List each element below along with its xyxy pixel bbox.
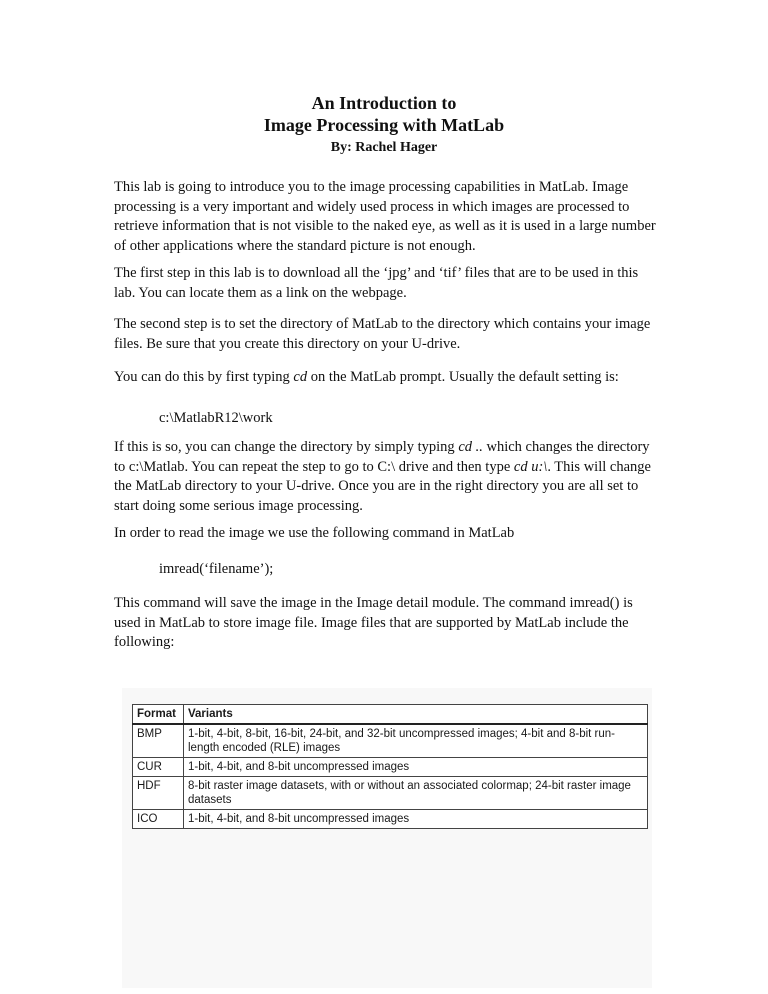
format-cell: CUR: [133, 758, 184, 777]
paragraph-imread-description: This command will save the image in the Image detail module. The command imread() is used in MatLab to store image file. Image files that are supported by MatLab include the following:: [114, 595, 633, 650]
title-block: [0, 92, 768, 158]
author-line: By: Rachel Hager: [330, 140, 438, 155]
code-imread: imread(‘filename’);: [159, 561, 274, 577]
header-variants: Variants: [184, 705, 648, 725]
format-cell: HDF: [133, 777, 184, 810]
header-format: Format: [133, 705, 184, 725]
variants-cell: 1-bit, 4-bit, 8-bit, 16-bit, 24-bit, and 32-bit uncompressed images; 4-bit and 8-bit run-length encoded (RLE) images: [184, 724, 648, 758]
text-fragment: which changes the directory to c:\Matlab. You can repeat the step to go to C:\ drive and then type: [114, 439, 650, 475]
paragraph-read-image: In order to read the image we use the following command in MatLab: [114, 525, 515, 541]
text-fragment: If this is so, you can change the directory by simply typing: [114, 439, 459, 455]
paragraph-step-two: The second step is to set the directory of MatLab to the directory which contains your image files. Be sure that you create this directory on your U-drive.: [114, 316, 651, 352]
title-line-1: An Introduction to: [311, 93, 457, 113]
text-fragment: on the MatLab prompt. Usually the default setting is:: [307, 369, 619, 385]
variants-cell: 1-bit, 4-bit, and 8-bit uncompressed images: [184, 758, 648, 777]
text-fragment: You can do this by first typing: [114, 369, 294, 385]
supported-formats-table: [132, 704, 648, 829]
inline-code-cd-up: cd ..: [458, 439, 483, 455]
variants-cell: 8-bit raster image datasets, with or without an associated colormap; 24-bit raster image datasets: [184, 777, 648, 810]
paragraph-step-one: The first step in this lab is to download all the ‘jpg’ and ‘tif’ files that are to be used in this lab. You can locate them as a link on the webpage.: [114, 265, 639, 301]
format-cell: ICO: [133, 810, 184, 829]
table-row: [133, 777, 648, 810]
table-header-row: [133, 705, 648, 725]
paragraph-cd-instruction: [114, 368, 659, 388]
title-line-2: Image Processing with MatLab: [263, 115, 505, 135]
paragraph-change-directory: [114, 438, 659, 516]
variants-cell: 1-bit, 4-bit, and 8-bit uncompressed images: [184, 810, 648, 829]
code-default-path: c:\MatlabR12\work: [159, 410, 273, 426]
format-cell: BMP: [133, 724, 184, 758]
table-row: [133, 810, 648, 829]
paragraph-intro: This lab is going to introduce you to the image processing capabilities in MatLab. Image processing is a very important and widely used process in which images are processed to retrieve information that is not visible to the naked eye, as well as it is used in a large number of other applications where the standard picture is not enough.: [114, 179, 656, 254]
text-fragment: . This will change the MatLab directory to your U-drive. Once you are in the right directory you are all set to start doing some serious image processing.: [114, 458, 651, 514]
inline-code-cd: cd: [293, 369, 308, 385]
table-row: [133, 724, 648, 758]
table-row: [133, 758, 648, 777]
inline-code-cd-u: cd u:\: [513, 458, 548, 475]
